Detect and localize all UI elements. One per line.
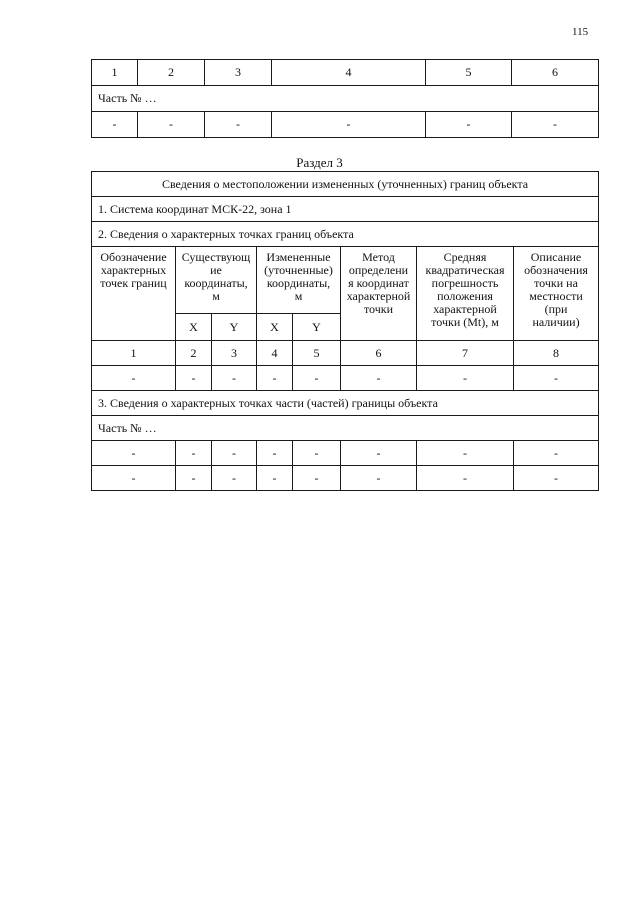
table-cell: - [514, 466, 599, 491]
table-cell: - [293, 466, 341, 491]
table-header-row [92, 60, 599, 86]
table-cell: - [514, 441, 599, 466]
table-section-3 [91, 171, 599, 491]
column-number: 1 [92, 341, 176, 366]
column-number: 4 [272, 60, 426, 86]
column-number: 4 [257, 341, 293, 366]
table-cell: - [417, 366, 514, 391]
column-number: 8 [514, 341, 599, 366]
table-cell: - [417, 466, 514, 491]
table-cell: - [176, 441, 212, 466]
table-cell: - [293, 366, 341, 391]
header-y-changed: Y [293, 314, 341, 341]
table-continuation [91, 59, 599, 138]
header-x-existing: X [176, 314, 212, 341]
header-point-designation: Обозначение характерных точек границ [92, 247, 176, 341]
column-number: 2 [138, 60, 205, 86]
table-cell: - [92, 466, 176, 491]
table-cell: - [212, 441, 257, 466]
coordinate-system: 1. Система координат МСК-22, зона 1 [92, 197, 599, 222]
table-cell: - [92, 366, 176, 391]
header-y-existing: Y [212, 314, 257, 341]
table-caption: Сведения о местоположении измененных (уточненных) границ объекта [92, 172, 599, 197]
points-heading: 2. Сведения о характерных точках границ объекта [92, 222, 599, 247]
part-row [92, 416, 599, 441]
part-label: Часть № … [92, 416, 599, 441]
table-row [92, 466, 599, 491]
item-row [92, 222, 599, 247]
page-number: 115 [572, 26, 589, 38]
column-number: 3 [205, 60, 272, 86]
part-label: Часть № … [92, 86, 599, 112]
caption-row [92, 172, 599, 197]
column-number: 5 [426, 60, 512, 86]
table-cell: - [257, 366, 293, 391]
table-cell: - [514, 366, 599, 391]
table-cell: - [341, 466, 417, 491]
table-cell: - [341, 366, 417, 391]
column-number: 1 [92, 60, 138, 86]
table-cell: - [176, 366, 212, 391]
column-numbers-row [92, 341, 599, 366]
table-cell: - [212, 366, 257, 391]
header-changed-coordinates: Измененные (уточненные) координаты, м [257, 247, 341, 314]
column-number: 2 [176, 341, 212, 366]
part-points-heading: 3. Сведения о характерных точках части (частей) границы объекта [92, 391, 599, 416]
part-row [92, 86, 599, 112]
column-number: 3 [212, 341, 257, 366]
table-cell: - [92, 112, 138, 138]
table-cell: - [212, 466, 257, 491]
header-existing-coordinates: Существующ ие координаты, м [176, 247, 257, 314]
table-cell: - [272, 112, 426, 138]
table-cell: - [176, 466, 212, 491]
column-number: 5 [293, 341, 341, 366]
header-description: Описание обозначения точки на местности (при наличии) [514, 247, 599, 341]
table-cell: - [92, 441, 176, 466]
column-number: 7 [417, 341, 514, 366]
table-cell: - [257, 441, 293, 466]
table-cell: - [417, 441, 514, 466]
table-cell: - [426, 112, 512, 138]
column-number: 6 [341, 341, 417, 366]
table-cell: - [512, 112, 599, 138]
table-cell: - [341, 441, 417, 466]
header-mean-square-error: Средняя квадратическая погрешность положения характерной точки (Mt), м [417, 247, 514, 341]
table-header-row [92, 247, 599, 314]
item-row [92, 391, 599, 416]
table-cell: - [293, 441, 341, 466]
header-method: Метод определени я координат характерной точки [341, 247, 417, 341]
table-cell: - [138, 112, 205, 138]
table-row [92, 441, 599, 466]
header-x-changed: X [257, 314, 293, 341]
table-row [92, 366, 599, 391]
table-cell: - [257, 466, 293, 491]
section-title: Раздел 3 [296, 155, 343, 170]
table-row [92, 112, 599, 138]
item-row [92, 197, 599, 222]
table-cell: - [205, 112, 272, 138]
column-number: 6 [512, 60, 599, 86]
